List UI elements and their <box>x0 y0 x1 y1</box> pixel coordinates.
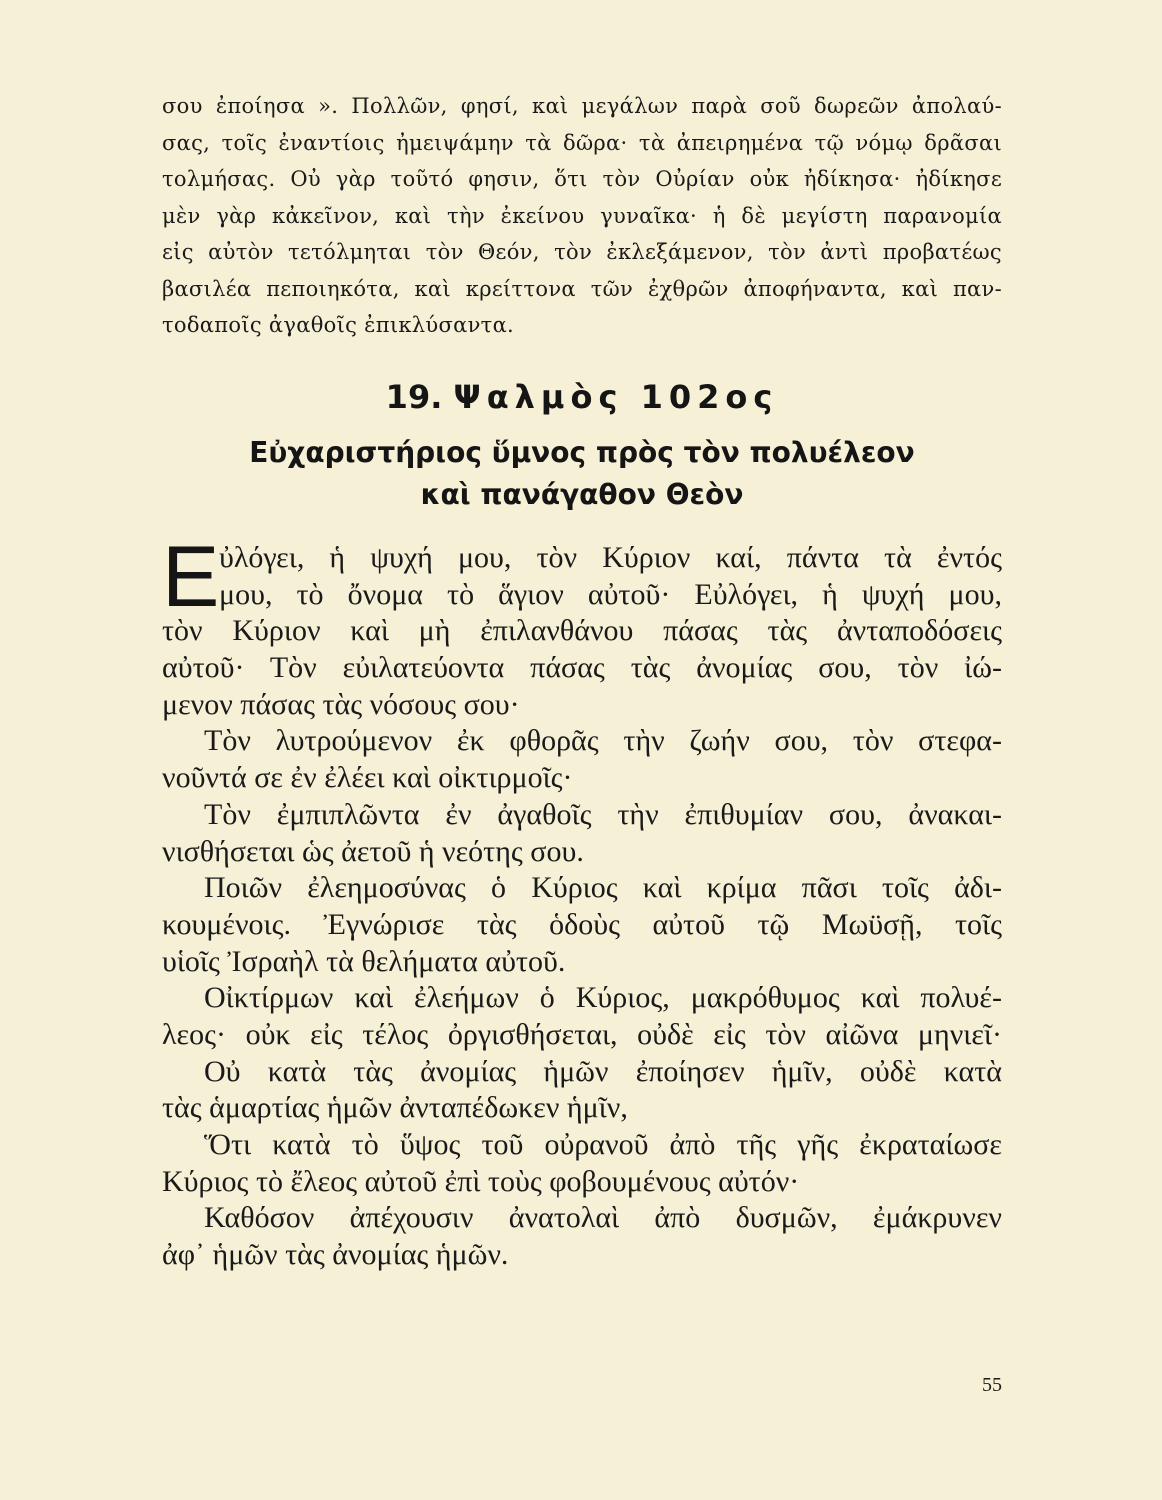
psalm-line: Ποιῶν ἐλεημοσύνας ὁ Κύριος καὶ κρίμα πᾶσι τοῖς ἀδι- <box>204 871 1002 905</box>
commentary-line: σου ἐποίησα ». Πολλῶν, φησί, καὶ μεγάλων παρὰ σοῦ δωρεῶν ἀπολαύ- <box>162 94 1002 118</box>
commentary-line: τοδαποῖς ἀγαθοῖς ἐπικλύσαντα. <box>162 313 515 337</box>
commentary-paragraph <box>162 88 1002 344</box>
psalm-subtitle-line2: καὶ πανάγαθον Θεὸν <box>420 478 744 511</box>
psalm-line: λεος· οὐκ εἰς τέλος ὀργισθήσεται, οὐδὲ εἰς τὸν αἰῶνα μηνιεῖ· <box>162 1017 1002 1051</box>
commentary-line: σας, τοῖς ἐναντίοις ἠμειψάμην τὰ δῶρα· τὰ ἀπειρημένα τῷ νόμῳ δρᾶσαι <box>162 130 1002 155</box>
commentary-line: μὲν γὰρ κἀκεῖνον, καὶ τὴν ἐκείνου γυναῖκα· ἡ δὲ μεγίστη παρανομία <box>162 203 1002 228</box>
psalm-line: αὐτοῦ· Τὸν εὐιλατεύοντα πάσας τὰς ἀνομίας σου, τὸν ἰώ- <box>162 651 1002 685</box>
psalm-line: ὐλόγει, ἡ ψυχή μου, τὸν Κύριον καί, πάντα τὰ ἐντός <box>219 541 1002 574</box>
psalm-line: ἀφ᾽ ἡμῶν τὰς ἀνομίας ἡμῶν. <box>162 1238 509 1272</box>
psalm-line: μενον πάσας τὰς νόσους σου· <box>162 687 520 721</box>
page-number: 55 <box>982 1374 1002 1396</box>
section-number: 19. <box>385 378 443 416</box>
psalm-line: Τὸν λυτρούμενον ἐκ φθορᾶς τὴν ζωήν σου, τὸν στεφα- <box>204 724 1002 758</box>
psalm-title: Ψαλμὸς 102ος <box>453 378 779 416</box>
psalm-line: Καθόσον ἀπέχουσιν ἀνατολαὶ ἀπὸ δυσμῶν, ἐμάκρυνεν <box>204 1201 1002 1235</box>
psalm-line: νισθήσεται ὡς ἀετοῦ ἡ νεότης σου. <box>162 834 584 868</box>
psalm-line: Οἰκτίρμων καὶ ἐλεήμων ὁ Κύριος, μακρόθυμος καὶ πολυέ- <box>204 981 1002 1015</box>
commentary-line: τολμήσας. Οὐ γὰρ τοῦτό φησιν, ὅτι τὸν Οὐρίαν οὐκ ἠδίκησα· ἠδίκησε <box>162 167 1002 191</box>
commentary-line: βασιλέα πεποιηκότα, καὶ κρείττονα τῶν ἐχθρῶν ἀποφήναντα, καὶ παν- <box>162 276 1002 301</box>
psalm-line: κουμένοις. Ἐγνώρισε τὰς ὁδοὺς αὐτοῦ τῷ Μωϋσῇ, τοῖς <box>162 907 1002 941</box>
psalm-line: τὸν Κύριον καὶ μὴ ἐπιλανθάνου πάσας τὰς ἀνταποδόσεις <box>162 614 1002 648</box>
commentary-line: εἰς αὐτὸν τετόλμηται τὸν Θεόν, τὸν ἐκλεξάμενον, τὸν ἀντὶ προβατέως <box>162 240 1002 264</box>
psalm-line: Οὐ κατὰ τὰς ἀνομίας ἡμῶν ἐποίησεν ἡμῖν, οὐδὲ κατὰ <box>204 1054 1002 1088</box>
psalm-line: μου, τὸ ὄνομα τὸ ἅγιον αὐτοῦ· Εὐλόγει, ἡ ψυχή μου, <box>219 577 1002 611</box>
psalm-line: Τὸν ἐμπιπλῶντα ἐν ἀγαθοῖς τὴν ἐπιθυμίαν σου, ἀνακαι- <box>204 797 1002 831</box>
drop-cap: Ε <box>162 529 220 625</box>
psalm-line: Κύριος τὸ ἔλεος αὐτοῦ ἐπὶ τοὺς φοβουμένους αὐτόν· <box>162 1164 800 1198</box>
psalm-subtitle-line1: Εὐχαριστήριος ὕμνος πρὸς τὸν πολυέλεον <box>249 436 915 469</box>
psalm-text <box>162 529 1002 1274</box>
psalm-line: υἱοῖς Ἰσραὴλ τὰ θελήματα αὐτοῦ. <box>162 944 566 978</box>
psalm-line: Ὅτι κατὰ τὸ ὕψος τοῦ οὐρανοῦ ἀπὸ τῆς γῆς ἐκραταίωσε <box>204 1128 1002 1161</box>
psalm-line: τὰς ἁμαρτίας ἡμῶν ἀνταπέδωκεν ἡμῖν, <box>162 1091 628 1125</box>
psalm-line: νοῦντά σε ἐν ἐλέει καὶ οἰκτιρμοῖς· <box>162 761 573 795</box>
psalm-heading <box>162 378 1002 416</box>
